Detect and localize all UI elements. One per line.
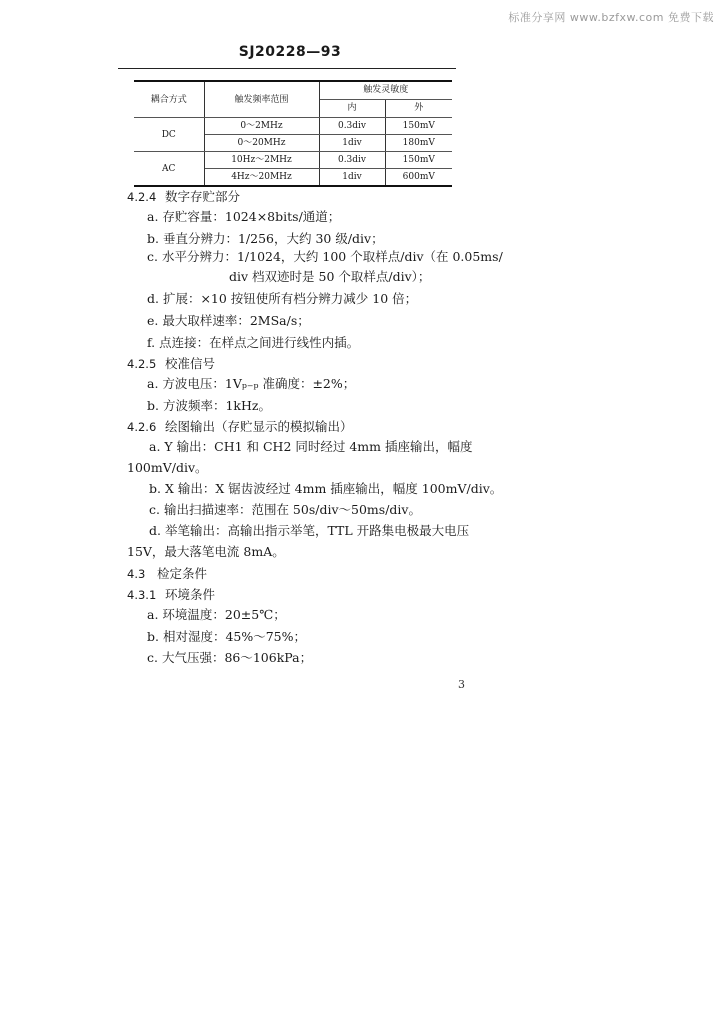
table-cell-range: 10Hz～2MHz <box>204 152 319 169</box>
list-item: d. 扩展：×10 按钮使所有档分辨力减少 10 倍； <box>147 291 418 306</box>
paragraph-line: a. Y 输出：CH1 和 CH2 同时经过 4mm 插座输出，幅度 <box>149 439 473 454</box>
paragraph-line: d. 举笔输出：高输出指示举笔，TTL 开路集电极最大电压 <box>149 523 470 538</box>
section-title: 校准信号 <box>165 356 216 371</box>
watermark: 标准分享网 www.bzfxw.com 免费下载 <box>508 11 714 24</box>
section-title: 数字存贮部分 <box>165 189 241 204</box>
table-cell-outer: 180mV <box>385 135 452 152</box>
table-cell-inner: 0.3div <box>319 118 385 135</box>
section-number: 4.2.4 <box>127 190 157 204</box>
list-item: f. 点连接：在样点之间进行线性内插。 <box>147 335 360 350</box>
section-number: 4.2.5 <box>127 357 157 371</box>
paragraph-line: b. X 输出：X 锯齿波经过 4mm 插座输出，幅度 100mV/div。 <box>149 481 503 496</box>
section-title: 检定条件 <box>157 566 208 581</box>
list-item: c. 水平分辨力：1/1024，大约 100 个取样点/div（在 0.05ms/ <box>147 249 503 264</box>
paragraph-line: c. 输出扫描速率：范围在 50s/div～50ms/div。 <box>149 502 421 517</box>
section-heading-4-2-5 <box>127 355 215 373</box>
section-number: 4.3 <box>127 567 146 581</box>
section-heading-4-2-6 <box>127 418 353 436</box>
section-number: 4.3.1 <box>127 588 157 602</box>
table-cell-inner: 1div <box>319 135 385 152</box>
document-code: SJ20228—93 <box>238 44 342 60</box>
section-title: 环境条件 <box>165 587 216 602</box>
table-cell-inner: 0.3div <box>319 152 385 169</box>
list-item: b. 相对湿度：45%～75%； <box>147 629 307 644</box>
table-header-coupling: 耦合方式 <box>134 81 204 118</box>
paragraph-continuation: 15V，最大落笔电流 8mA。 <box>127 544 285 559</box>
section-title: 绘图输出（存贮显示的模拟输出） <box>165 419 353 434</box>
table-header-sensitivity: 触发灵敏度 <box>319 81 452 100</box>
paragraph-continuation: 100mV/div。 <box>127 460 208 475</box>
table-header-outer: 外 <box>385 100 452 118</box>
list-item: a. 环境温度：20±5℃； <box>147 607 286 622</box>
list-item: b. 垂直分辨力：1/256，大约 30 级/div； <box>147 231 384 246</box>
table-cell-range: 0～2MHz <box>204 118 319 135</box>
list-item: c. 大气压强：86～106kPa； <box>147 650 313 665</box>
table-row <box>134 118 452 135</box>
list-item: e. 最大取样速率：2MSa/s； <box>147 313 310 328</box>
table-row <box>134 152 452 169</box>
table-cell-outer: 150mV <box>385 152 452 169</box>
section-number: 4.2.6 <box>127 420 157 434</box>
header-rule <box>118 68 456 69</box>
table-cell-range: 4Hz～20MHz <box>204 169 319 187</box>
list-item: a. 方波电压：1Vₚ₋ₚ 准确度：±2%； <box>147 376 356 391</box>
section-heading-4-3 <box>127 565 207 583</box>
table-header-range: 触发频率范围 <box>204 81 319 118</box>
trigger-sensitivity-table <box>134 80 452 187</box>
page-number: 3 <box>458 678 465 691</box>
table-header-inner: 内 <box>319 100 385 118</box>
table-cell-outer: 600mV <box>385 169 452 187</box>
section-heading-4-3-1 <box>127 586 215 604</box>
section-heading-4-2-4 <box>127 188 240 206</box>
list-item: b. 方波频率：1kHz。 <box>147 398 271 413</box>
table-cell-outer: 150mV <box>385 118 452 135</box>
list-item-continuation: div 档双迹时是 50 个取样点/div）； <box>229 269 431 284</box>
table-cell-coupling: AC <box>134 152 204 187</box>
list-item: a. 存贮容量：1024×8bits/通道； <box>147 209 341 224</box>
table-cell-inner: 1div <box>319 169 385 187</box>
table-cell-coupling: DC <box>134 118 204 152</box>
table-cell-range: 0～20MHz <box>204 135 319 152</box>
